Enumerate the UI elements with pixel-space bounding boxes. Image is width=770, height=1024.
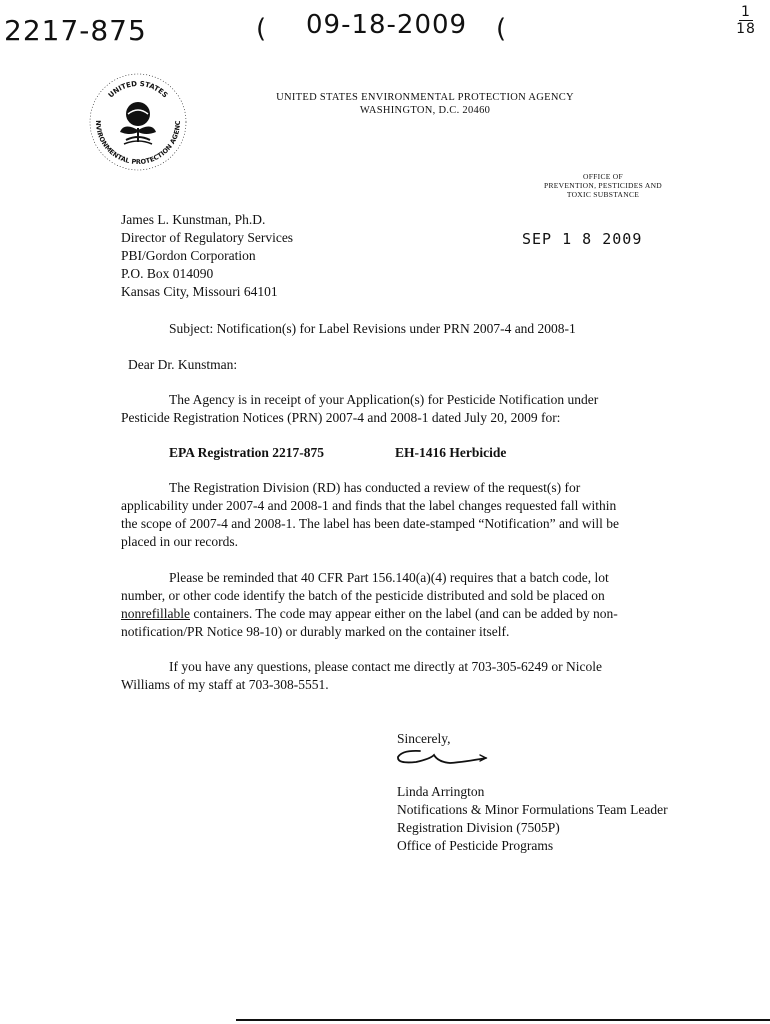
paragraph-review	[121, 479, 619, 551]
page-number: 1	[741, 4, 751, 20]
paragraph-line: applicability under 2007-4 and 2008-1 and finds that the label changes requested fall within	[121, 498, 617, 513]
paragraph-line: placed in our records.	[121, 534, 238, 549]
signer-division: Registration Division (7505P)	[397, 820, 560, 835]
page-total: 18	[736, 21, 756, 37]
signature-icon	[394, 746, 490, 774]
recipient-name: James L. Kunstman, Ph.D.	[121, 212, 266, 227]
paragraph-line: the scope of 2007-4 and 2008-1. The label has been date-stamped “Notification” and will be	[121, 516, 619, 531]
sincerely: Sincerely,	[397, 731, 451, 746]
salutation: Dear Dr. Kunstman:	[128, 357, 238, 372]
paragraph-line	[121, 605, 618, 623]
seal-top-text: UNITED STATES	[106, 79, 170, 100]
agency-city: WASHINGTON, D.C. 20460	[359, 105, 491, 116]
handwritten-reg-number: 2217-875	[4, 14, 147, 47]
date-stamp: SEP 1 8 2009	[522, 230, 643, 248]
paragraph-line: Please be reminded that 40 CFR Part 156.140(a)(4) requires that a batch code, lot	[169, 570, 609, 585]
paragraph-line: If you have any questions, please contact me directly at 703-305-6249 or Nicole	[169, 659, 602, 674]
paragraph-line: Pesticide Registration Notices (PRN) 2007-4 and 2008-1 dated July 20, 2009 for:	[121, 410, 561, 425]
signer-title: Notifications & Minor Formulations Team Leader	[397, 802, 668, 817]
handwritten-paren: (	[496, 14, 508, 44]
bottom-rule	[236, 1019, 770, 1021]
seal-bottom-text: NVIRONMENTAL PROTECTION AGENC	[93, 120, 183, 167]
recipient-address	[121, 211, 293, 301]
paragraph-text: containers. The code may appear either on the label (and can be added by non-	[189, 606, 618, 621]
recipient-po-box: P.O. Box 014090	[121, 266, 214, 281]
paragraph-line: Williams of my staff at 703-308-5551.	[121, 677, 329, 692]
signer-office: Office of Pesticide Programs	[397, 838, 554, 853]
recipient-title: Director of Regulatory Services	[121, 230, 294, 245]
office-block	[528, 172, 678, 199]
office-line: OFFICE OF	[582, 172, 623, 181]
registration-number: EPA Registration 2217-875	[169, 445, 324, 460]
handwritten-date: 09-18-2009	[306, 10, 468, 40]
paragraph-line: notification/PR Notice 98-10) or durably marked on the container itself.	[121, 624, 510, 639]
epa-seal-icon	[86, 70, 190, 174]
subject-line: Subject: Notification(s) for Label Revisions under PRN 2007-4 and 2008-1	[169, 321, 576, 336]
handwritten-page-number	[736, 4, 756, 37]
paragraph-line: number, or other code identify the batch of the pesticide distributed and sold be placed on	[121, 588, 605, 603]
recipient-city: Kansas City, Missouri 64101	[121, 284, 278, 299]
paragraph-batch-code	[121, 569, 618, 641]
product-name: EH-1416 Herbicide	[395, 445, 507, 460]
underlined-term: nonrefillable	[121, 606, 190, 621]
handwritten-paren: (	[256, 14, 268, 44]
paragraph-receipt	[121, 391, 598, 427]
office-line: PREVENTION, PESTICIDES AND	[543, 181, 662, 190]
signature-block	[397, 783, 668, 855]
signer-name: Linda Arrington	[397, 784, 485, 799]
recipient-company: PBI/Gordon Corporation	[121, 248, 256, 263]
paragraph-contact	[121, 658, 602, 694]
agency-name: UNITED STATES ENVIRONMENTAL PROTECTION AGENCY	[276, 92, 574, 103]
paragraph-line: The Agency is in receipt of your Application(s) for Pesticide Notification under	[169, 392, 599, 407]
paragraph-line: The Registration Division (RD) has conducted a review of the request(s) for	[169, 480, 581, 495]
office-line: TOXIC SUBSTANCE	[566, 190, 640, 199]
svg-text:UNITED STATES	[107, 80, 169, 100]
letterhead	[250, 91, 600, 117]
